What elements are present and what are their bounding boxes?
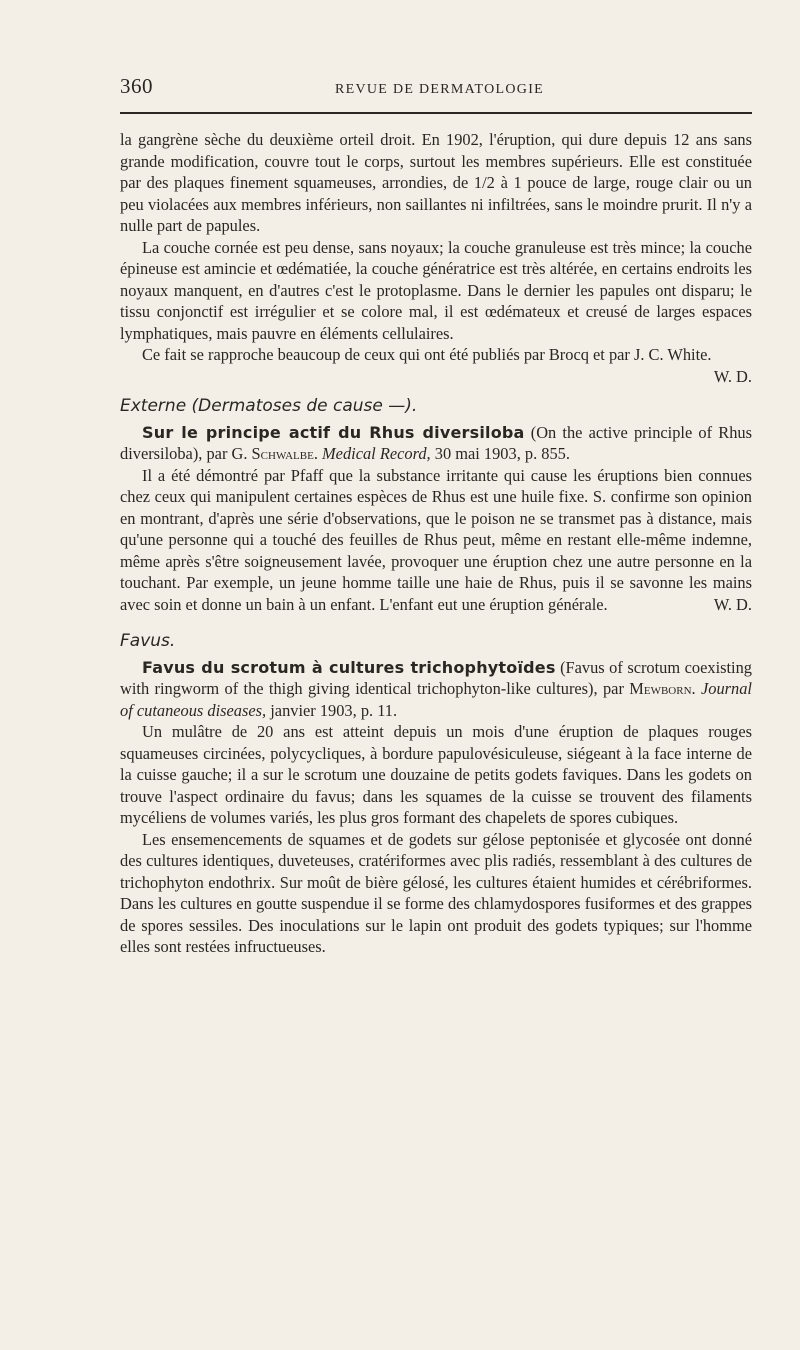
section-heading: Externe (Dermatoses de cause —).	[120, 396, 418, 416]
author-name: Mewborn	[629, 679, 692, 698]
paragraph: Un mulâtre de 20 ans est atteint depuis un mois d'une éruption de plaques rouges squameuses circinées, polycycliques, à bordure papulovésiculeuse, siégeant à la face interne de la cuisse gauche; il a sur le scrotum une douzaine de petits godets faviques. Dans les godets on trouve l'aspect ordinaire du favus; dans les squames de la cuisse se trouvent des filaments mycéliens de volumes variés, les plus gros formant des chapelets de spores cubiques.	[120, 722, 752, 827]
author-name: Schwalbe	[251, 444, 314, 463]
article-title: Sur le principe actif du Rhus diversiloba	[142, 422, 525, 442]
page-number: 360	[120, 74, 153, 98]
author-signature: W. D.	[713, 594, 752, 614]
reference-separator: .	[691, 679, 701, 698]
paragraph: La couche cornée est peu dense, sans noyaux; la couche granuleuse est très mince; la couche épineuse est amincie et œdématiée, la couche génératrice est très altérée, en certains endroits les noyaux manquent, en d'autres c'est le protoplasme. Dans le dernier les papules ont disparu; le tissu conjonctif est irrégulier et se colore mal, il est œdémateux et creusé de larges espaces lymphatiques, mais pauvre en éléments cellulaires.	[120, 237, 752, 343]
reference-text: (Favus of scrotum coexisting with ringworm of the thigh giving identical trichophyton-like cultures), par	[120, 657, 752, 698]
article-title: Favus du scrotum à cultures trichophytoïdes	[142, 657, 556, 677]
section-heading: Favus.	[120, 631, 176, 651]
header-rule	[120, 112, 752, 114]
paragraph: la gangrène sèche du deuxième orteil droit. En 1902, l'éruption, qui dure depuis 12 ans sans grande modification, couvre tout le corps, surtout les membres supérieurs. Elle est constituée par des plaques finement squameuses, arrondies, de 1/2 à 1 pouce de large, rouge clair ou un peu violacées aux membres inférieurs, non saillantes ni infiltrées, sans le moindre prurit. Il n'y a nulle part de papules.	[120, 130, 752, 235]
paragraph: Les ensemencements de squames et de godets sur gélose peptonisée et glycosée ont donné des cultures identiques, duveteuses, cratériformes avec plis radiés, ressemblant à des cultures de trichophyton endothrix. Sur moût de bière gélosé, les cultures étaient humides et cérébriformes. Dans les cultures en goutte suspendue il se forme des chlamydospores fusiformes et des grappes de spores sessiles. Des inoculations sur le lapin ont produit des godets typiques; sur l'homme elles sont restées infructueuses.	[120, 829, 752, 956]
article-reference	[120, 422, 752, 465]
journal-name: Medical Record,	[322, 444, 431, 463]
reference-text: 30 mai 1903, p. 855.	[430, 444, 570, 463]
article-reference	[120, 657, 752, 722]
reference-text: (On the active principle of Rhus diversiloba), par G.	[120, 422, 752, 463]
reference-separator: .	[313, 444, 323, 463]
author-signature: W. D.	[713, 366, 752, 386]
reference-text: janvier 1903, p. 11.	[266, 700, 398, 720]
journal-name: Journal of cutaneous diseases,	[120, 679, 752, 720]
page-header	[120, 74, 752, 104]
paragraph-text: Il a été démontré par Pfaff que la substance irritante qui cause les éruptions bien connues chez ceux qui manipulent certaines espèces de Rhus est une huile fixe. S. confirme son opinion en montrant, d'après une série d'observations, que le poison ne se transmet pas à distance, mais qu'une personne qui a touché des feuilles de Rhus peut, même en restant elle-même indemne, même après s'être soigneusement lavée, provoquer une éruption chez une autre personne en la touchant. Par exemple, un jeune homme taille une haie de Rhus, puis il se savonne les mains avec soin et donne un bain à un enfant. L'enfant eut une éruption générale.	[120, 465, 752, 614]
page-body	[120, 129, 752, 958]
paragraph	[120, 465, 752, 616]
running-title: REVUE DE DERMATOLOGIE	[335, 82, 545, 97]
paragraph-text: Ce fait se rapproche beaucoup de ceux qui ont été publiés par Brocq et par J. C. White.	[142, 345, 712, 364]
paragraph	[120, 344, 752, 387]
